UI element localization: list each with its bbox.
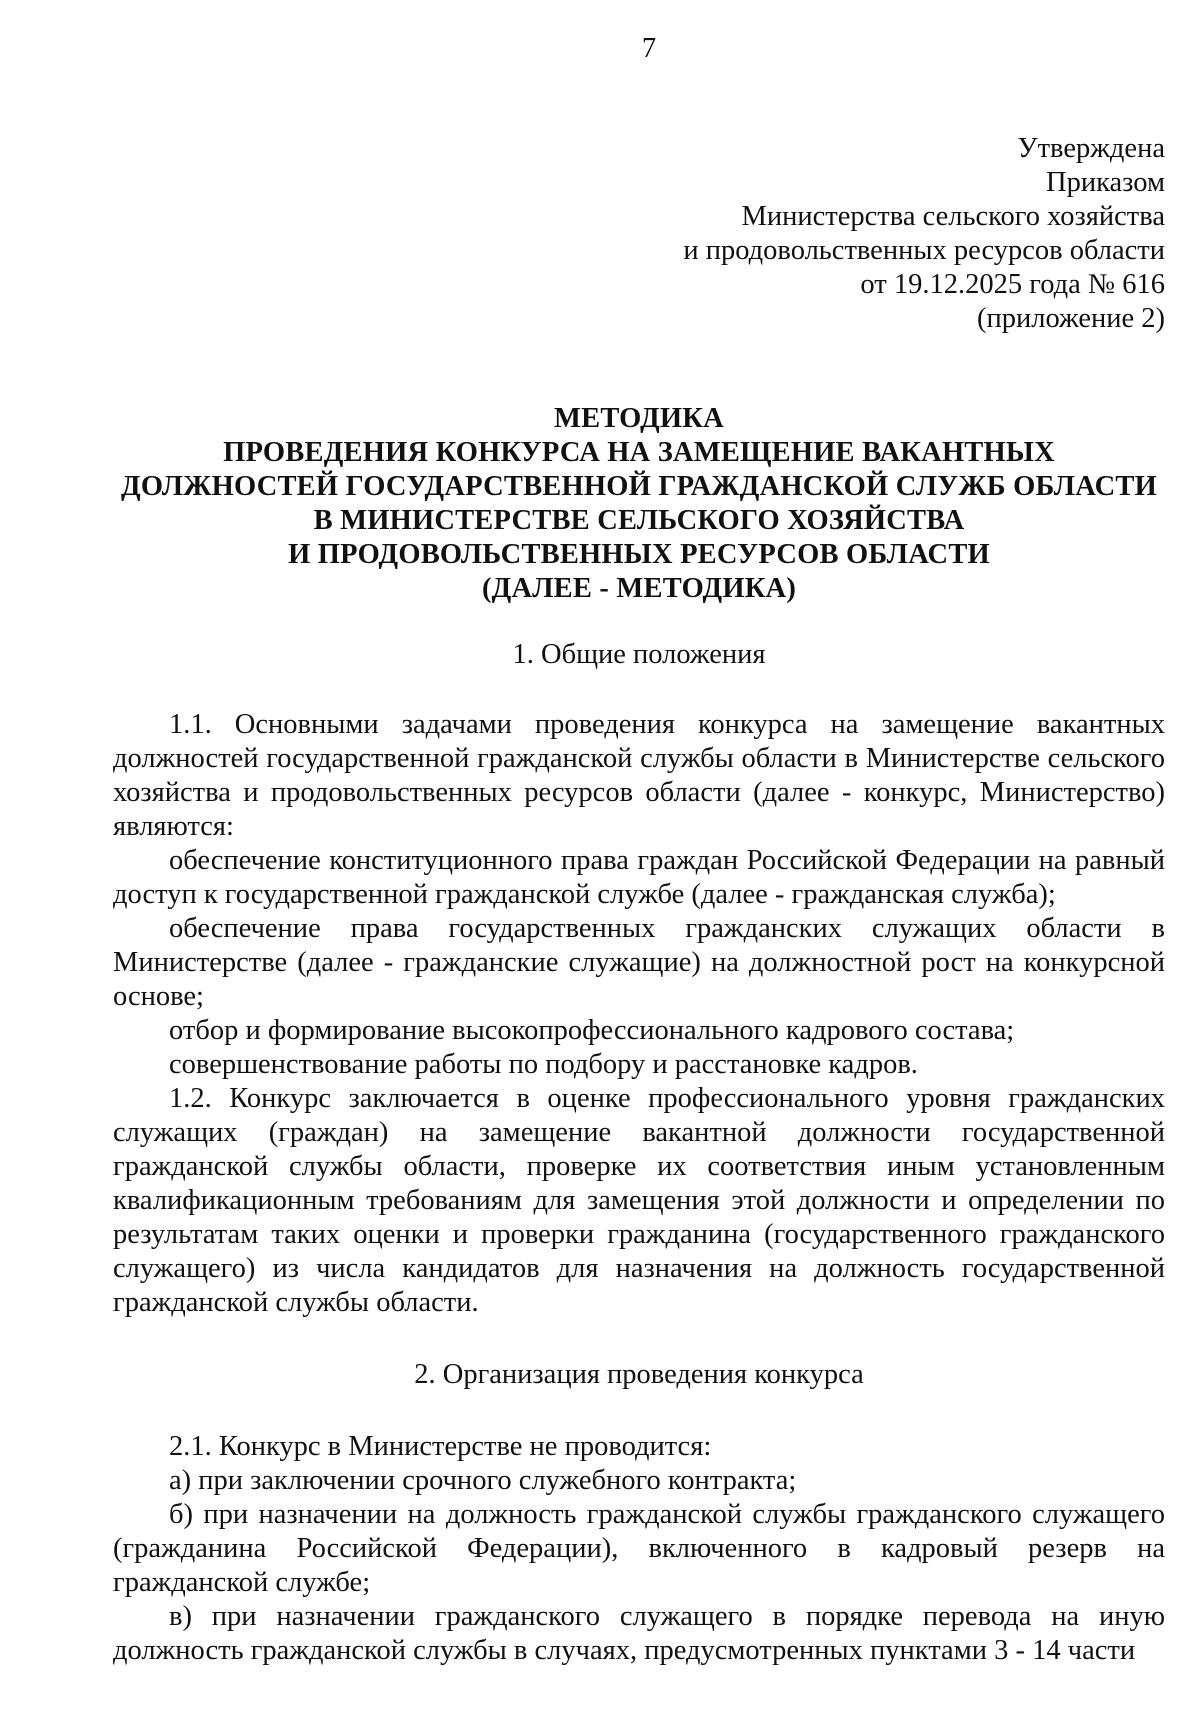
paragraph: обеспечение конституционного права граждан Российской Федерации на равный доступ к государственной гражданской службе (далее - гражданская служба); bbox=[113, 845, 1165, 910]
paragraph: обеспечение права государственных гражданских служащих области в Министерстве (далее - гражданские служащие) на должностной рост на конкурсной основе; bbox=[113, 913, 1165, 1012]
document-title bbox=[113, 402, 1165, 606]
approval-line: от 19.12.2025 года № 616 bbox=[860, 269, 1165, 300]
paragraph: совершенствование работы по подбору и расстановке кадров. bbox=[169, 1049, 918, 1080]
approval-line: (приложение 2) bbox=[977, 303, 1165, 334]
title-line: И ПРОДОВОЛЬСТВЕННЫХ РЕСУРСОВ ОБЛАСТИ bbox=[288, 539, 990, 570]
title-line: ПРОВЕДЕНИЯ КОНКУРСА НА ЗАМЕЩЕНИЕ ВАКАНТНЫХ bbox=[223, 437, 1055, 468]
section-body-organization bbox=[113, 1430, 1165, 1668]
title-line: (ДАЛЕЕ - МЕТОДИКА) bbox=[481, 573, 797, 604]
approval-line: Приказом bbox=[1046, 167, 1165, 198]
paragraph: б) при назначении на должность гражданской службы гражданского служащего (гражданина Российской Федерации), включенного в кадровый резерв на гражданской службе; bbox=[113, 1499, 1165, 1598]
section-body-general bbox=[113, 708, 1165, 1320]
title-line: В МИНИСТЕРСТВЕ СЕЛЬСКОГО ХОЗЯЙСТВА bbox=[313, 505, 965, 536]
paragraph: 1.1. Основными задачами проведения конкурса на замещение вакантных должностей государственной гражданской службы области в Министерстве сельского хозяйства и продовольственных ресурсов области (далее - конкурс, Министерство) являются: bbox=[113, 709, 1165, 842]
paragraph: в) при назначении гражданского служащего в порядке перевода на иную должность гражданской службы в случаях, предусмотренных пунктами 3 - 14 части bbox=[113, 1601, 1165, 1666]
page-number: 7 bbox=[641, 33, 657, 64]
approval-line: Утверждена bbox=[1017, 133, 1165, 164]
approval-line: Министерства сельского хозяйства bbox=[741, 201, 1165, 232]
section-heading-organization: 2. Организация проведения конкурса bbox=[414, 1359, 864, 1390]
title-line: ДОЛЖНОСТЕЙ ГОСУДАРСТВЕННОЙ ГРАЖДАНСКОЙ СЛУЖБ ОБЛАСТИ bbox=[121, 471, 1157, 502]
paragraph: 2.1. Конкурс в Министерстве не проводится: bbox=[169, 1431, 712, 1462]
paragraph: 1.2. Конкурс заключается в оценке профессионального уровня гражданских служащих (граждан) на замещение вакантной должности государственной гражданской службы области, проверке их соответствия иным установленным квалификационным требованиям для замещения этой должности и определении по результатам таких оценки и проверки гражданина (государственного гражданского служащего) из числа кандидатов для назначения на должность государственной гражданской службы области. bbox=[113, 1083, 1165, 1318]
paragraph: а) при заключении срочного служебного контракта; bbox=[169, 1465, 797, 1496]
paragraph: отбор и формирование высокопрофессионального кадрового состава; bbox=[169, 1015, 1015, 1046]
section-heading-general: 1. Общие положения bbox=[512, 639, 766, 670]
approval-line: и продовольственных ресурсов области bbox=[683, 235, 1165, 266]
approval-block bbox=[113, 132, 1165, 336]
title-line: МЕТОДИКА bbox=[554, 403, 724, 434]
